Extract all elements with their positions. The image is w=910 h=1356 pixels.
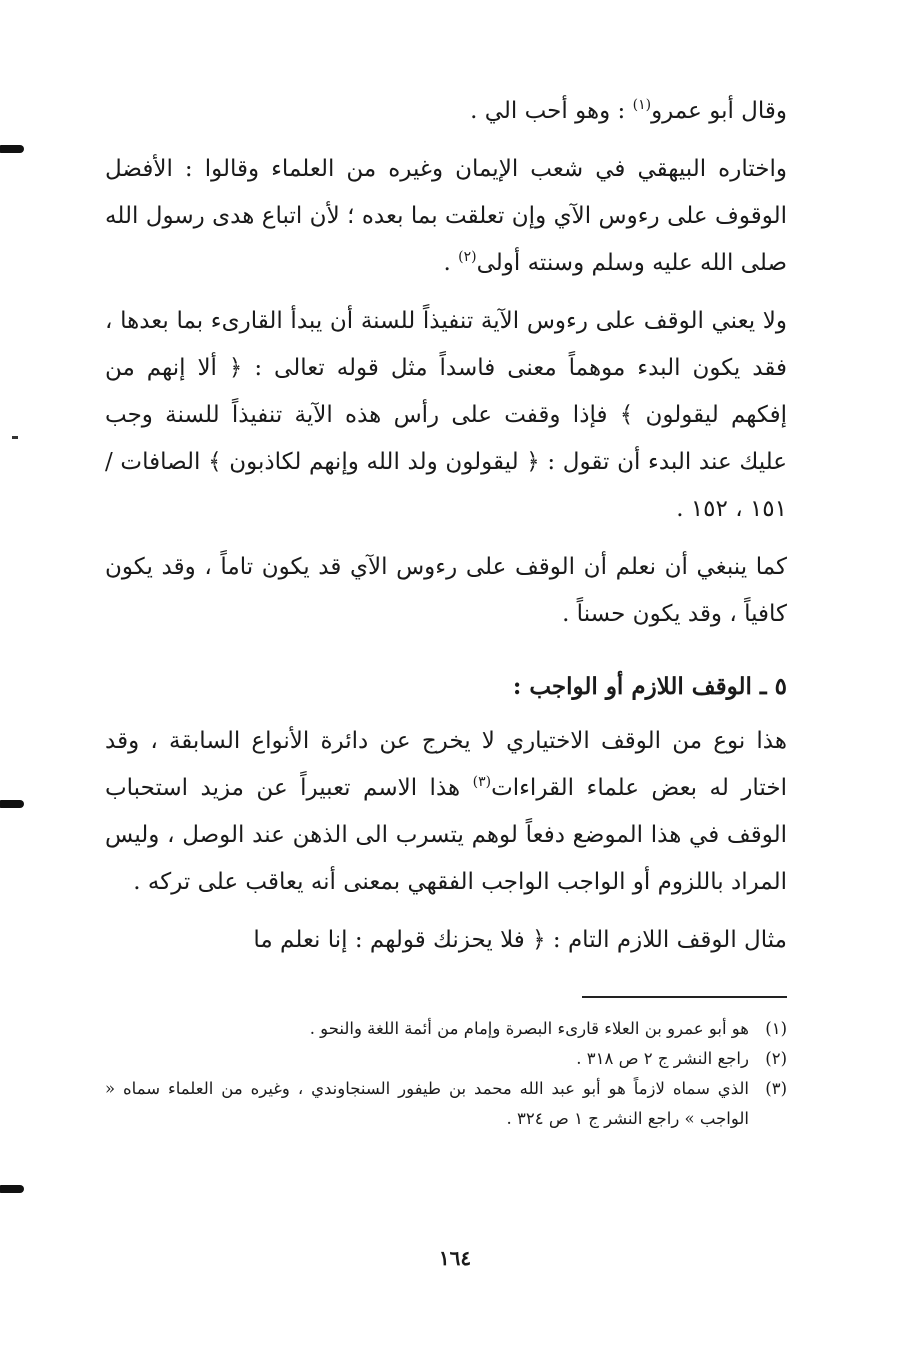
- paragraph-text: واختاره البيهقي في شعب الإيمان وغيره من العلماء وقالوا : الأفضل الوقوف على رءوس الآي وإن تعلقت بما بعده ؛ لأن اتباع هدى رسول الله صلى الله عليه وسلم وسنته أولى: [105, 156, 787, 276]
- footnote: [105, 1074, 787, 1134]
- footnote-ref: (١): [632, 97, 652, 113]
- footnote-number: (٣): [765, 1079, 787, 1098]
- footnote-ref: (٢): [458, 249, 477, 265]
- paragraph: مثال الوقف اللازم التام : ﴿ فلا يحزنك قولهم : إنا نعلم ما: [253, 927, 787, 953]
- footnotes: [105, 1014, 787, 1134]
- footnote: [105, 1044, 787, 1074]
- page-body: [105, 88, 787, 1338]
- paragraph-text: .: [443, 250, 459, 276]
- scan-speck: [12, 436, 18, 439]
- footnote-text: راجع النشر ج ٢ ص ٣١٨ .: [576, 1049, 749, 1068]
- footnote-number: (١): [765, 1019, 787, 1038]
- paragraph-text: وقال أبو عمرو: [651, 98, 787, 124]
- footnote-number: (٢): [765, 1049, 787, 1068]
- footnote-text: هو أبو عمرو بن العلاء قارىء البصرة وإمام من أئمة اللغة والنحو .: [309, 1019, 749, 1038]
- paragraph: ولا يعني الوقف على رءوس الآية تنفيذاً للسنة أن يبدأ القارىء بما بعدها ، فقد يكون البدء موهماً معنى فاسداً مثل قوله تعالى : ﴿ ألا إنهم من إفكهم ليقولون ﴾ فإذا وقفت على رأس هذه الآية تنفيذاً للسنة وجب عليك عند البدء أن تقول : ﴿ ليقولون ولد الله وإنهم لكاذبون ﴾ الصافات / ١٥١ ، ١٥٢ .: [105, 308, 787, 522]
- paragraph: [105, 718, 787, 906]
- paragraph: كما ينبغي أن نعلم أن الوقف على رءوس الآي قد يكون تاماً ، وقد يكون كافياً ، وقد يكون حسناً .: [105, 554, 787, 627]
- footnote-divider: [582, 996, 787, 998]
- scan-mark: [0, 1185, 24, 1193]
- footnote: [105, 1014, 787, 1044]
- paragraph-text: هذا نوع من الوقف الاختياري لا يخرج عن دائرة الأنواع السابقة ، وقد اختار له بعض علماء القراءات: [105, 728, 787, 801]
- paragraph: [105, 146, 787, 287]
- paragraph-text: : وهو أحب الي .: [470, 98, 633, 124]
- scan-mark: [0, 800, 24, 808]
- page-number: ١٦٤: [438, 1246, 472, 1270]
- paragraph-text: هذا الاسم تعبيراً عن مزيد استحباب الوقف في هذا الموضع دفعاً لوهم يتسرب الى الذهن عند الوصل ، وليس المراد باللزوم أو الواجب الواجب الفقهي بمعنى أنه يعاقب على تركه .: [105, 775, 787, 895]
- section-heading: ٥ ـ الوقف اللازم أو الواجب :: [512, 673, 787, 700]
- paragraph: [105, 88, 787, 135]
- footnote-ref: (٣): [472, 774, 492, 790]
- footnote-text: الذي سماه لازماً هو أبو عبد الله محمد بن طيفور السنجاوندي ، وغيره من العلماء سماه « الواجب » راجع النشر ج ١ ص ٣٢٤ .: [105, 1079, 749, 1128]
- scan-mark: [0, 145, 24, 153]
